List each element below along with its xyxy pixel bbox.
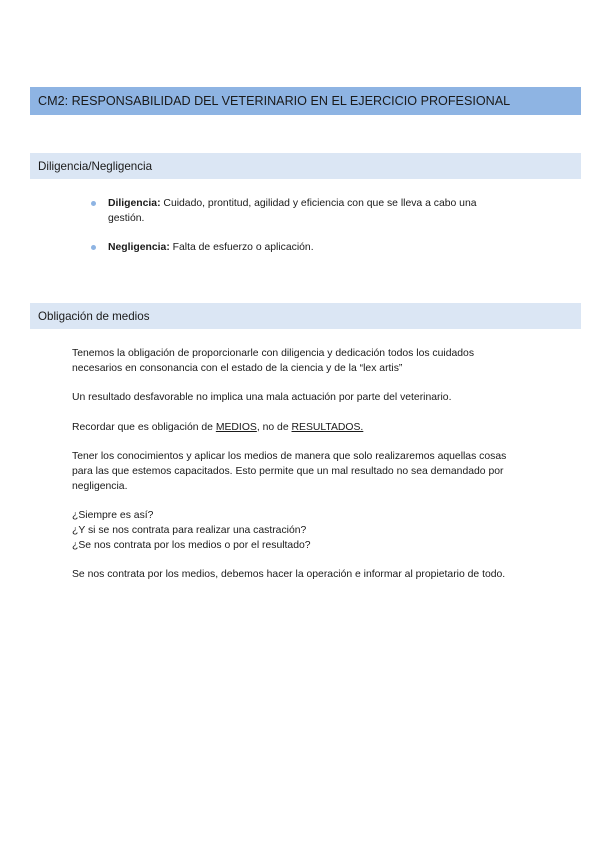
question-group <box>72 509 512 553</box>
definition-text: Cuidado, prontitud, agilidad y eficiencia con que se lleva a cabo una gestión. <box>108 198 477 224</box>
paragraph: Se nos contrata por los medios, debemos hacer la operación e informar al propietario de todo. <box>72 568 506 580</box>
list-item <box>90 240 510 255</box>
bullet-icon <box>91 245 96 250</box>
paragraph-text: Recordar que es obligación de <box>72 421 216 433</box>
question: ¿Y si se nos contrata para realizar una castración? <box>72 524 307 536</box>
paragraph: Tenemos la obligación de proporcionarle con diligencia y dedicación todos los cuidados necesarios en consonancia con el estado de la ciencia y de la “lex artis” <box>72 348 475 374</box>
paragraph-text: , no de <box>256 421 292 433</box>
section-heading-diligencia: Diligencia/Negligencia <box>30 153 581 179</box>
emphasis-resultados: RESULTADOS. <box>291 421 364 433</box>
term-label: Negligencia: <box>108 242 170 253</box>
emphasis-medios: MEDIOS <box>215 421 257 433</box>
paragraph: Un resultado desfavorable no implica una mala actuación por parte del veterinario. <box>72 392 452 404</box>
list-item <box>90 196 510 226</box>
document-title: CM2: RESPONSABILIDAD DEL VETERINARIO EN EL EJERCICIO PROFESIONAL <box>30 87 581 115</box>
paragraph <box>72 421 512 436</box>
paragraph: Tener los conocimientos y aplicar los medios de manera que solo realizaremos aquellas cosas para las que estemos capacitados. Esto permite que un mal resultado no sea demandado por negligencia. <box>72 450 507 492</box>
section-heading-obligacion: Obligación de medios <box>30 303 581 329</box>
section-body <box>72 347 512 597</box>
definition-text: Falta de esfuerzo o aplicación. <box>169 242 314 253</box>
question: ¿Siempre es así? <box>72 509 154 521</box>
question: ¿Se nos contrata por los medios o por el resultado? <box>72 539 311 551</box>
bullet-icon <box>91 201 96 206</box>
term-label: Diligencia: <box>108 198 161 209</box>
definition-list <box>90 196 510 269</box>
